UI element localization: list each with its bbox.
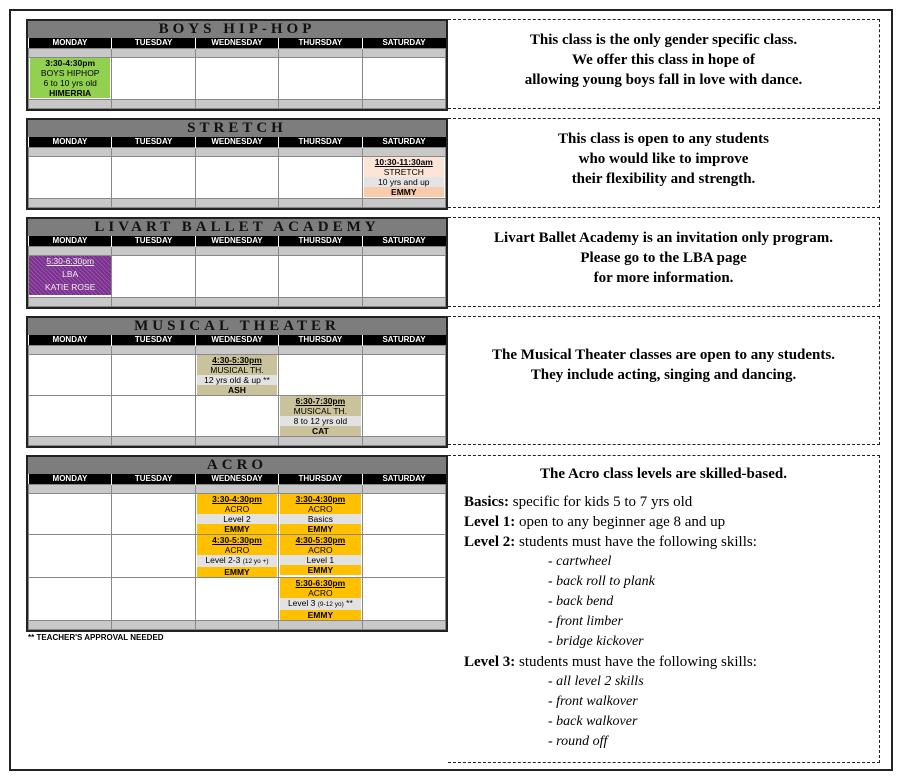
musical-theater-description: The Musical Theater classes are open to any students. They include acting, singing and dancing. (448, 316, 880, 445)
class-block: 5:30-6:30pm ACRO Level 3 (9-12 yo) ** EMMY (280, 578, 360, 620)
day-header: THURSDAY (279, 474, 362, 485)
class-block: 6:30-7:30pm MUSICAL TH. 8 to 12 yrs old CAT (280, 396, 360, 436)
day-header: THURSDAY (279, 335, 362, 346)
day-header: WEDNESDAY (195, 474, 278, 485)
skill-item: - all level 2 skills (548, 674, 644, 689)
skill-item: - back bend (548, 594, 614, 609)
class-block: 3:30-4:30pm ACRO Level 2 EMMY (197, 494, 277, 534)
day-header: TUESDAY (112, 236, 195, 247)
section-title: LIVART BALLET ACADEMY (28, 219, 446, 236)
day-header: WEDNESDAY (195, 38, 278, 49)
teacher-approval-note: ** TEACHER'S APPROVAL NEEDED (28, 633, 164, 642)
day-header: TUESDAY (112, 335, 195, 346)
acro-description: The Acro class levels are skilled-based. Basics: specific for kids 5 to 7 yrs old Level 1: open to any beginner age 8 and up Level 2: students must have the following skills: - cartwheel - back roll to plank - back bend - front limber - bridge kickover Level 3: students must have the following skills: - all level 2 skills - front walkover - back walkover - round off (448, 455, 880, 763)
class-block: 4:30-5:30pm ACRO Level 2-3 (12 yo +) EMMY (197, 535, 277, 577)
musical-theater-schedule (26, 316, 448, 448)
day-header: SATURDAY (362, 236, 445, 247)
stretch-schedule (26, 118, 448, 210)
day-header: WEDNESDAY (195, 137, 278, 148)
day-header: SATURDAY (362, 474, 445, 485)
lba-schedule (26, 217, 448, 309)
day-header: SATURDAY (362, 38, 445, 49)
skill-item: - back roll to plank (548, 574, 655, 589)
section-title: MUSICAL THEATER (28, 318, 446, 335)
day-header: WEDNESDAY (195, 236, 278, 247)
skill-item: - back walkover (548, 714, 638, 729)
boys-hiphop-description: This class is the only gender specific class. We offer this class in hope of allowing young boys fall in love with dance. (448, 19, 880, 109)
day-header: WEDNESDAY (195, 335, 278, 346)
section-title: STRETCH (28, 120, 446, 137)
skill-item: - round off (548, 734, 608, 749)
day-header: MONDAY (29, 137, 112, 148)
day-header: SATURDAY (362, 335, 445, 346)
day-header: MONDAY (29, 335, 112, 346)
section-title: ACRO (28, 457, 446, 474)
class-block: 3:30-4:30pm ACRO Basics EMMY (280, 494, 360, 534)
skill-item: - cartwheel (548, 554, 612, 569)
day-header: THURSDAY (279, 38, 362, 49)
class-block: 10:30-11:30am STRETCH 10 yrs and up EMMY (364, 157, 444, 197)
day-header: MONDAY (29, 236, 112, 247)
day-header: MONDAY (29, 38, 112, 49)
class-block: 5:30-6:30pm LBA KATIE ROSE (29, 256, 111, 295)
skill-item: - front walkover (548, 694, 638, 709)
class-block: 3:30-4:30pm BOYS HIPHOP 6 to 10 yrs old HIMERRIA (30, 58, 110, 98)
lba-description: Livart Ballet Academy is an invitation only program. Please go to the LBA page for more information. (448, 217, 880, 307)
section-title: BOYS HIP-HOP (28, 21, 446, 38)
day-header: TUESDAY (112, 474, 195, 485)
boys-hiphop-schedule (26, 19, 448, 111)
skill-item: - bridge kickover (548, 634, 644, 649)
day-header: SATURDAY (362, 137, 445, 148)
class-block: 4:30-5:30pm MUSICAL TH. 12 yrs old & up ** ASH (197, 355, 277, 395)
acro-schedule (26, 455, 448, 632)
skill-item: - front limber (548, 614, 623, 629)
day-header: TUESDAY (112, 137, 195, 148)
class-block: 4:30-5:30pm ACRO Level 1 EMMY (280, 535, 360, 575)
day-header: MONDAY (29, 474, 112, 485)
stretch-description: This class is open to any students who would like to improve their flexibility and strength. (448, 118, 880, 208)
day-header: THURSDAY (279, 137, 362, 148)
day-header: TUESDAY (112, 38, 195, 49)
day-header: THURSDAY (279, 236, 362, 247)
